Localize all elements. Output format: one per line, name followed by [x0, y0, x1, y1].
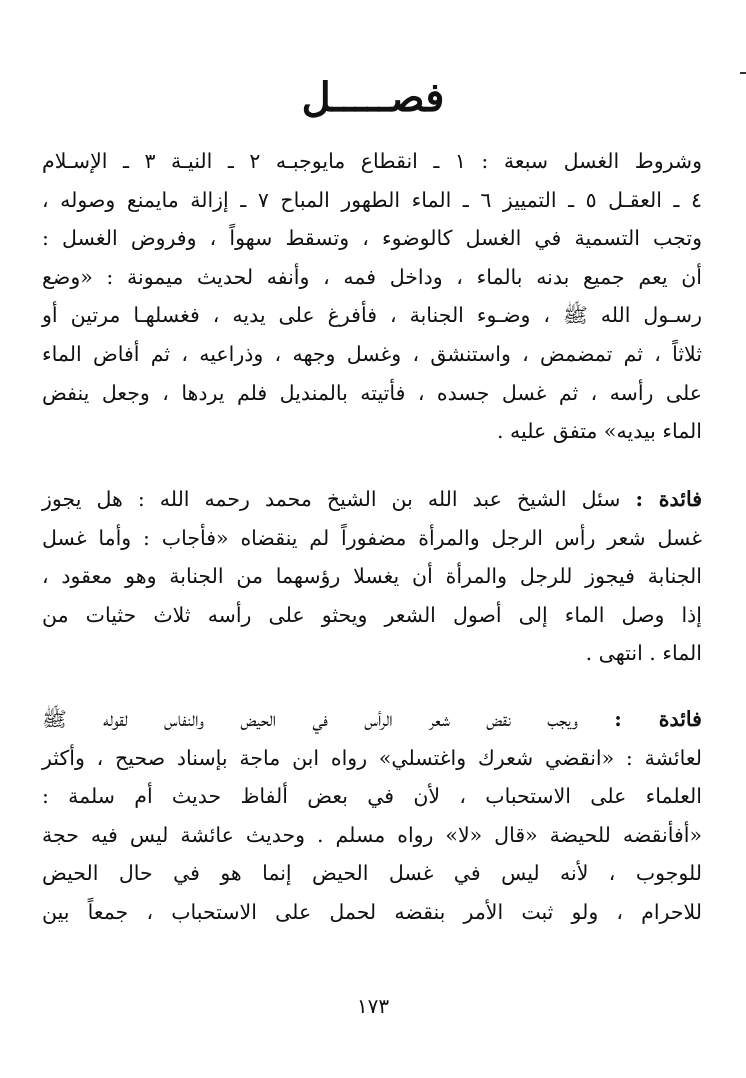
text-line: غسل شعر رأس الرجل والمرأة مضفوراً لم ينقضاه «فأجاب : وأما غسل: [42, 525, 702, 550]
text-segment: سئل الشيخ عبد الله بن الشيخ محمد رحمه الله : هل يجوز: [42, 487, 621, 511]
paragraph-benefit-2: [42, 700, 702, 932]
text-line: لعائشة : «انقضي شعرك واغتسلي» رواه ابن ماجة بإسناد صحيح ، وأكثر: [42, 745, 702, 770]
text-line: ثلاثاً ، ثم تمضمض ، واستنشق ، وغسل وجهه ، وذراعيه ، ثم أفاض الماء: [42, 341, 702, 366]
section-title: فصـــــل: [301, 74, 445, 121]
text-line: رسـول الله ﷺ ، وضـوء الجنابة ، فأفرغ على يديه ، فغسلهـا مرتين أو: [42, 303, 702, 328]
text-line: الماء . انتهى .: [585, 641, 702, 666]
text-line: الماء بيديه» متفق عليه .: [497, 419, 702, 444]
text-line: إذا وصل الماء إلى أصول الشعر ويحثو على رأسه ثلاث حثيات من: [42, 602, 702, 627]
text-line: أن يعم جميع بدنه بالماء ، وداخل فمه ، وأنفه لحديث ميمونة : «وضع: [42, 264, 702, 289]
paragraph-conditions: [42, 142, 702, 451]
text-line: وتجب التسمية في الغسل كالوضوء ، وتسقط سهواً ، وفروض الغسل :: [42, 226, 702, 251]
text-line: ٤ ـ العقـل ٥ ـ التمييز ٦ ـ الماء الطهور المباح ٧ ـ إزالة مايمنع وصوله ،: [42, 187, 702, 212]
benefit-label: فائدة :: [614, 707, 702, 731]
text-line: على رأسه ، ثم غسل جسده ، فأتيته بالمنديل فلم يردها ، وجعل ينفض: [42, 380, 702, 405]
text-segment: ويجب نقض شعر الرأس في الحيض والنفاس لقوله ﷺ: [42, 707, 578, 731]
text-line: للاحرام ، ولو ثبت الأمر بنقضه لحمل على الاستحباب ، جمعاً بين: [42, 899, 702, 924]
text-line: وشروط الغسل سبعة : ١ ـ انقطاع مايوجبـه ٢ ـ النيـة ٣ ـ الإسـلام: [42, 149, 702, 173]
text-line: «أفأنقضه للحيضة «قال «لا» رواه مسلم . وحديث عائشة ليس فيه حجة: [42, 822, 702, 847]
text-line: العلماء على الاستحباب ، لأن في بعض ألفاظ حديث أم سلمة :: [42, 784, 702, 809]
benefit-label: فائدة :: [635, 487, 702, 511]
text-line: [42, 700, 702, 739]
text-line: [42, 480, 702, 519]
paragraph-benefit-1: [42, 480, 702, 673]
text-line: الجنابة فيجوز للرجل والمرأة أن يغسلا رؤسهما من الجنابة وهو معقود ،: [42, 564, 702, 589]
page-number: ١٧٣: [356, 994, 390, 1018]
text-line: للوجوب ، لأنه ليس في غسل الحيض إنما هو في حال الحيض: [42, 861, 702, 886]
